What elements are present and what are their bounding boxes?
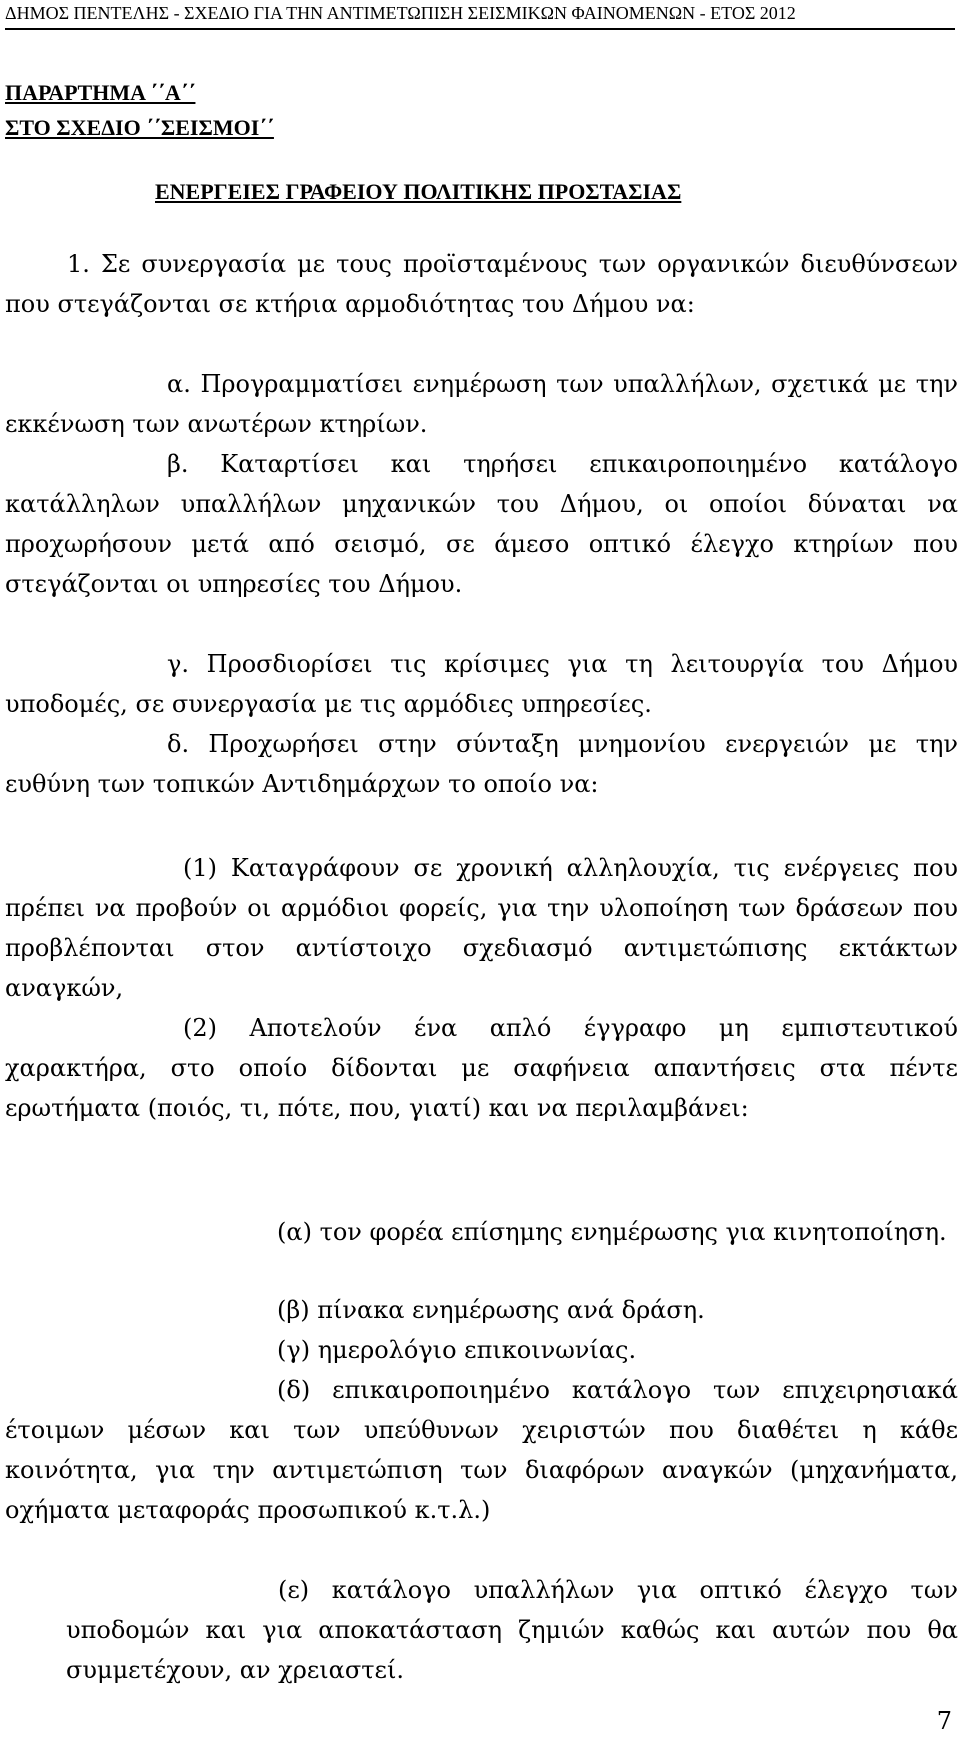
sub-item-b: (β) πίνακα ενημέρωσης ανά δράση. <box>277 1296 705 1324</box>
sub-item-c: (γ) ημερολόγιο επικοινωνίας. <box>277 1336 637 1364</box>
sub-item-2: (2) Αποτελούν ένα απλό έγγραφο μη εμπιστευτικού χαρακτήρα, στο οποίο δίδονται με σαφήνεια απαντήσεις στα πέντε ερωτήματα (ποιός, τι, πότε, που, γιατί) και να περιλαμβάνει: <box>5 1014 958 1122</box>
item-b: β. Καταρτίσει και τηρήσει επικαιροποιημένο κατάλογο κατάλληλων υπαλλήλων μηχανικών του Δήμου, οι οποίοι δύναται να προχωρήσουν μετά από σεισμό, σε άμεσο οπτικό έλεγχο κτηρίων που στεγάζονται οι υπηρεσίες του Δήμου. <box>5 450 958 598</box>
section-heading: ΕΝΕΡΓΕΙΕΣ ΓΡΑΦΕΙΟΥ ΠΟΛΙΤΙΚΗΣ ΠΡΟΣΤΑΣΙΑΣ <box>155 179 682 204</box>
sub-item-a: (α) τον φορέα επίσημης ενημέρωσης για κινητοποίηση. <box>277 1218 947 1246</box>
item-c: γ. Προσδιορίσει τις κρίσιμες για τη λειτουργία του Δήμου υποδομές, σε συνεργασία με τις αρμόδιες υπηρεσίες. <box>5 650 958 718</box>
annex-subtitle: ΣΤΟ ΣΧΕΔΙΟ ΄΄ΣΕΙΣΜΟΙ΄΄ <box>5 115 274 140</box>
item-1-intro: 1. Σε συνεργασία με τους προϊσταμένους των οργανικών διευθύνσεων που στεγάζονται σε κτήρια αρμοδιότητας του Δήμου να: <box>5 250 958 318</box>
page-number: 7 <box>936 1707 952 1735</box>
running-header: ΔΗΜΟΣ ΠΕΝΤΕΛΗΣ - ΣΧΕΔΙΟ ΓΙΑ ΤΗΝ ΑΝΤΙΜΕΤΩΠΙΣΗ ΣΕΙΣΜΙΚΩΝ ΦΑΙΝΟΜΕΝΩΝ - ΕΤΟΣ 2012 <box>5 3 796 23</box>
item-d: δ. Προχωρήσει στην σύνταξη μνημονίου ενεργειών με την ευθύνη των τοπικών Αντιδημάρχων το οποίο να: <box>5 730 958 798</box>
sub-item-1: (1) Καταγράφουν σε χρονική αλληλουχία, τις ενέργειες που πρέπει να προβούν οι αρμόδιοι φορείς, για την υλοποίηση των δράσεων που προβλέπονται στον αντίστοιχο σχεδιασμό αντιμετώπισης εκτάκτων αναγκών, <box>5 854 958 1002</box>
item-a: α. Προγραμματίσει ενημέρωση των υπαλλήλων, σχετικά με την εκκένωση των ανωτέρων κτηρίων. <box>5 370 958 438</box>
header-divider <box>5 28 955 30</box>
annex-title: ΠΑΡΑΡΤΗΜΑ ΄΄Α΄΄ <box>5 80 196 105</box>
sub-item-d: (δ) επικαιροποιημένο κατάλογο των επιχειρησιακά έτοιμων μέσων και των υπεύθυνων χειριστών που διαθέτει η κάθε κοινότητα, για την αντιμετώπιση των διαφόρων αναγκών (μηχανήματα, οχήματα μεταφοράς προσωπικού κ.τ.λ.) <box>5 1376 958 1524</box>
sub-item-e: (ε) κατάλογο υπαλλήλων για οπτικό έλεγχο των υποδομών και για αποκατάσταση ζημιών καθώς και αυτών που θα συμμετέχουν, αν χρειαστεί. <box>66 1576 958 1684</box>
